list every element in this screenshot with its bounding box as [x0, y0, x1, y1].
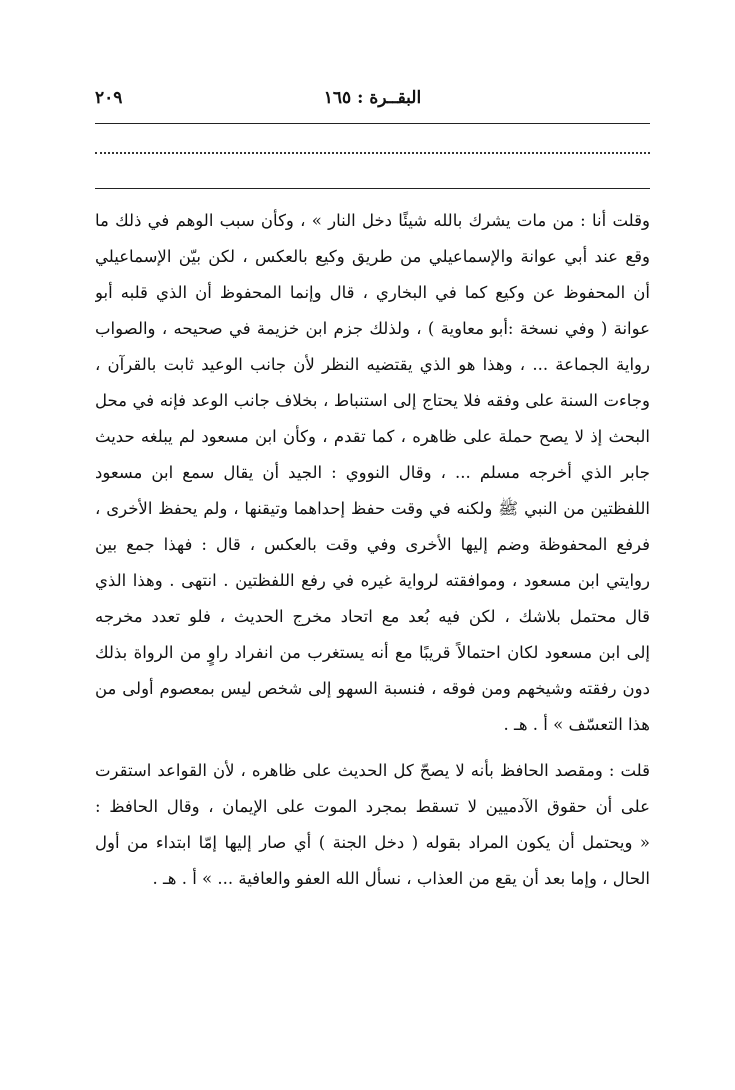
text-line: وقع عند أبي عوانة والإسماعيلي من طريق وكيع بالعكس ، لكن بيّن الإسماعيلي — [95, 247, 650, 266]
text-line: « ويحتمل أن يكون المراد بقوله ( دخل الجنة ) أي صار إليها إمّا ابتداء من أول — [95, 833, 650, 852]
text-line: الحال ، وإما بعد أن يقع من العذاب ، نسأل الله العفو والعافية ... » أ . هـ . — [152, 869, 650, 888]
page-number: ٢٠٩ — [95, 88, 123, 108]
text-line: جابر الذي أخرجه مسلم ... ، وقال النووي : الجيد أن يقال سمع ابن مسعود — [95, 463, 650, 482]
text-line: دون رفقته وشيخهم ومن فوقه ، فنسبة السهو إلى شخص ليس بمعصوم أولى من — [95, 679, 650, 698]
paragraph-2 — [95, 753, 650, 897]
text-line: وقلت أنا : من مات يشرك بالله شيئًا دخل النار » ، وكأن سبب الوهم في ذلك ما — [95, 211, 650, 230]
header-rule — [95, 123, 650, 124]
text-line: هذا التعسّف » أ . هـ . — [503, 715, 650, 734]
text-line: قال محتمل بلاشك ، لكن فيه بُعد مع اتحاد مخرج الحديث ، فلو تعدد مخرجه — [95, 607, 650, 626]
body-text — [95, 203, 650, 897]
text-line: قلت : ومقصد الحافظ بأنه لا يصحّ كل الحديث على ظاهره ، لأن القواعد استقرت — [95, 761, 650, 780]
dotted-separator — [95, 152, 650, 154]
text-line: اللفظتين من النبي ﷺ ولكنه في وقت حفظ إحداهما وتيقنها ، ولم يحفظ الأخرى ، — [95, 499, 650, 518]
text-line: وجاءت السنة على وفقه فلا يحتاج إلى استنباط ، بخلاف جانب الوعد فإنه في محل — [95, 391, 650, 410]
text-line: رواية الجماعة ... ، وهذا هو الذي يقتضيه النظر لأن جانب الوعيد ثابت بالقرآن ، — [95, 355, 650, 374]
running-title: البقــرة : ١٦٥ — [323, 88, 422, 108]
text-line: البحث إذ لا يصح حملة على ظاهره ، كما تقدم ، وكأن ابن مسعود لم يبلغه حديث — [95, 427, 650, 446]
text-line: روايتي ابن مسعود ، وموافقته لرواية غيره في رفع اللفظتين . انتهى . وهذا الذي — [95, 571, 650, 590]
text-line: على أن حقوق الآدميين لا تسقط بمجرد الموت على الإيمان ، وقال الحافظ : — [95, 797, 650, 816]
text-line: إلى ابن مسعود لكان احتمالاً قريبًا مع أنه يستغرب من انفراد راوٍ من الرواة بذلك — [95, 643, 650, 662]
text-line: فرفع المحفوظة وضم إليها الأخرى وفي وقت بالعكس ، قال : فهذا جمع بين — [95, 535, 650, 554]
text-line: أن المحفوظ عن وكيع كما في البخاري ، قال وإنما المحفوظ أن الذي قلبه أبو — [95, 283, 650, 302]
text-line: عوانة ( وفي نسخة :أبو معاوية ) ، ولذلك جزم ابن خزيمة في صحيحه ، والصواب — [95, 319, 650, 338]
paragraph-1 — [95, 203, 650, 743]
page-header — [95, 88, 650, 114]
body-top-rule — [95, 188, 650, 189]
